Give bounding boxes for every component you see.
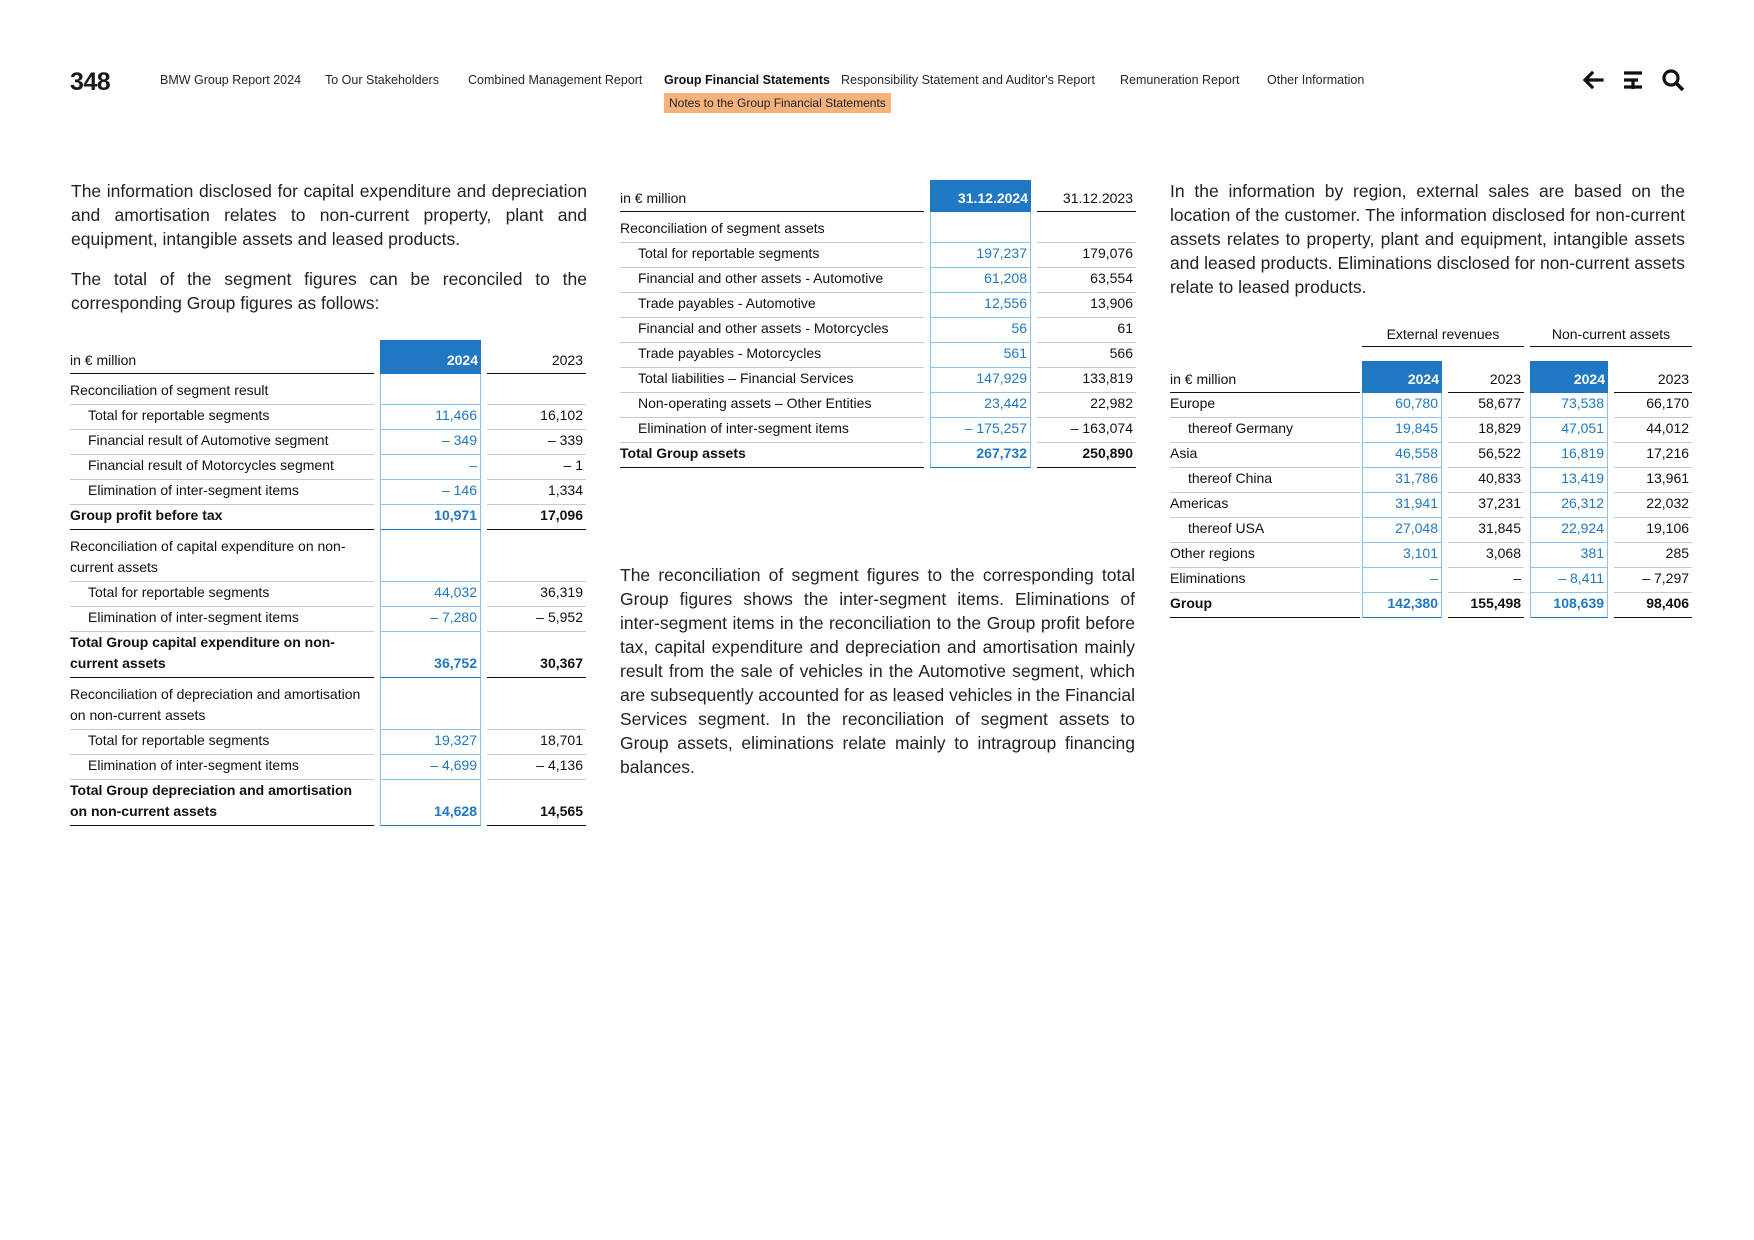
row-label: Elimination of inter-segment items	[70, 607, 374, 632]
table-row	[70, 607, 586, 632]
value-ext-prev: –	[1448, 568, 1524, 593]
value-ext-prev: 3,068	[1448, 543, 1524, 568]
value-ext-cur: –	[1362, 568, 1442, 593]
row-label: Total for reportable segments	[620, 243, 924, 268]
col-header-31-12-2023: 31.12.2023	[1037, 180, 1136, 212]
value-ext-cur: 46,558	[1362, 443, 1442, 468]
value-nca-prev: 285	[1614, 543, 1692, 568]
value-prior	[487, 678, 586, 730]
col-header-31-12-2024: 31.12.2024	[930, 180, 1031, 212]
table-row	[70, 430, 586, 455]
value-nca-prev: 66,170	[1614, 393, 1692, 418]
table-row	[1170, 568, 1692, 593]
value-nca-cur: 26,312	[1530, 493, 1608, 518]
value-ext-cur: 31,786	[1362, 468, 1442, 493]
row-label: Financial result of Automotive segment	[70, 430, 374, 455]
value-nca-cur: 13,419	[1530, 468, 1608, 493]
value-current: 36,752	[380, 632, 481, 678]
row-label: Total Group assets	[620, 443, 924, 468]
value-current: – 175,257	[930, 418, 1031, 443]
table-row	[620, 318, 1136, 343]
region-label: Europe	[1170, 393, 1360, 418]
intro-paragraph-1: The information disclosed for capital expenditure and depreciation and amortisation relates to non-current property, plant and equipment, intangible assets and leased products.	[71, 181, 587, 249]
row-label: Total Group capital expenditure on non-current assets	[70, 632, 374, 678]
value-current: 147,929	[930, 368, 1031, 393]
value-ext-cur: 3,101	[1362, 543, 1442, 568]
value-ext-prev: 58,677	[1448, 393, 1524, 418]
value-nca-prev: 17,216	[1614, 443, 1692, 468]
table-row	[70, 405, 586, 430]
row-label: Trade payables - Automotive	[620, 293, 924, 318]
reconciliation-paragraph: The reconciliation of segment figures to the corresponding total Group figures shows the inter-segment items. Eliminations of inter-segment items in the reconciliation to the Group profit before tax, capital expenditure and depreciation and amortisation mainly result from the sale of vehicles in the Automotive segment, which are subsequently accounted for as leased vehicles in the Financial Services segment. In the reconciliation of segment assets to Group assets, eliminations relate mainly to intragroup financing balances.	[620, 565, 1135, 777]
value-prior: – 5,952	[487, 607, 586, 632]
value-ext-prev: 40,833	[1448, 468, 1524, 493]
value-prior: 36,319	[487, 582, 586, 607]
col-header-2024: 2024	[380, 340, 481, 374]
value-prior: 179,076	[1037, 243, 1136, 268]
table-row	[1170, 518, 1692, 543]
table-row	[620, 293, 1136, 318]
value-nca-cur: 108,639	[1530, 593, 1608, 618]
value-prior: – 4,136	[487, 755, 586, 780]
value-current: 56	[930, 318, 1031, 343]
value-ext-cur: 142,380	[1362, 593, 1442, 618]
table-row	[1170, 543, 1692, 568]
search-icon[interactable]	[1660, 67, 1686, 93]
col-header-ext-2023: 2023	[1448, 361, 1524, 393]
middle-explanatory-text	[620, 563, 1135, 795]
subnav-notes[interactable]: Notes to the Group Financial Statements	[664, 93, 891, 113]
value-nca-prev: 19,106	[1614, 518, 1692, 543]
group-header-external-revenues: External revenues	[1362, 326, 1524, 347]
value-current: 23,442	[930, 393, 1031, 418]
value-ext-prev: 18,829	[1448, 418, 1524, 443]
table-row	[1170, 493, 1692, 518]
region-label: thereof USA	[1170, 518, 1360, 543]
row-label: Total liabilities – Financial Services	[620, 368, 924, 393]
table-row	[70, 730, 586, 755]
section-row	[620, 212, 1136, 243]
value-current: 267,732	[930, 443, 1031, 468]
row-label: Group profit before tax	[70, 505, 374, 530]
row-label: Reconciliation of capital expenditure on non-current assets	[70, 530, 374, 582]
unit-label: in € million	[1170, 361, 1360, 393]
value-prior: 250,890	[1037, 443, 1136, 468]
table-row	[70, 455, 586, 480]
value-current: 44,032	[380, 582, 481, 607]
col-header-ext-2024: 2024	[1362, 361, 1442, 393]
value-prior: 13,906	[1037, 293, 1136, 318]
value-current	[380, 678, 481, 730]
value-ext-prev: 56,522	[1448, 443, 1524, 468]
table-row	[620, 343, 1136, 368]
row-label: Reconciliation of segment assets	[620, 212, 924, 243]
table-row	[620, 393, 1136, 418]
value-current: 10,971	[380, 505, 481, 530]
value-prior: 566	[1037, 343, 1136, 368]
value-nca-cur: 381	[1530, 543, 1608, 568]
row-label: Elimination of inter-segment items	[620, 418, 924, 443]
row-label: Financial and other assets - Motorcycles	[620, 318, 924, 343]
row-label: Reconciliation of depreciation and amortisation on non-current assets	[70, 678, 374, 730]
col-header-nca-2023: 2023	[1614, 361, 1692, 393]
col-header-2023: 2023	[487, 340, 586, 374]
value-prior: 1,334	[487, 480, 586, 505]
table-row	[70, 755, 586, 780]
value-current: 61,208	[930, 268, 1031, 293]
region-label: Other regions	[1170, 543, 1360, 568]
value-current: – 146	[380, 480, 481, 505]
region-label: Americas	[1170, 493, 1360, 518]
table-row	[620, 268, 1136, 293]
right-intro-text	[1170, 179, 1685, 315]
value-prior: 18,701	[487, 730, 586, 755]
value-current	[380, 374, 481, 405]
row-label: Total Group depreciation and amortisation on non-current assets	[70, 780, 374, 826]
nav-item-2[interactable]: Combined Management Report	[468, 73, 643, 87]
total-row	[70, 780, 586, 826]
value-nca-prev: 22,032	[1614, 493, 1692, 518]
value-current: –	[380, 455, 481, 480]
table-row	[1170, 443, 1692, 468]
region-paragraph: In the information by region, external sales are based on the location of the customer. The information disclosed for non-current assets relates to property, plant and equipment, intangible assets and leased products. Eliminations disclosed for non-current assets relate to leased products.	[1170, 181, 1685, 297]
value-prior	[487, 374, 586, 405]
group-header-non-current-assets: Non-current assets	[1530, 326, 1692, 347]
table-row	[620, 243, 1136, 268]
value-ext-prev: 37,231	[1448, 493, 1524, 518]
segment-assets-table	[620, 180, 1136, 468]
left-intro-text	[71, 179, 587, 331]
value-nca-cur: 47,051	[1530, 418, 1608, 443]
toolbar	[1580, 67, 1700, 97]
value-prior: 61	[1037, 318, 1136, 343]
section-row	[70, 678, 586, 730]
table-row	[70, 582, 586, 607]
back-arrow-icon[interactable]	[1580, 67, 1606, 93]
row-label: Elimination of inter-segment items	[70, 480, 374, 505]
row-label: Non-operating assets – Other Entities	[620, 393, 924, 418]
menu-icon[interactable]	[1620, 67, 1646, 93]
value-nca-cur: 73,538	[1530, 393, 1608, 418]
value-current: 11,466	[380, 405, 481, 430]
value-current	[380, 530, 481, 582]
nav-item-1[interactable]: To Our Stakeholders	[325, 73, 439, 87]
value-prior: 133,819	[1037, 368, 1136, 393]
value-prior: 63,554	[1037, 268, 1136, 293]
table-row	[1170, 468, 1692, 493]
value-prior: 14,565	[487, 780, 586, 826]
value-current: 14,628	[380, 780, 481, 826]
value-ext-cur: 31,941	[1362, 493, 1442, 518]
table-row	[620, 418, 1136, 443]
row-label: Total for reportable segments	[70, 582, 374, 607]
section-row	[70, 374, 586, 405]
total-row	[70, 632, 586, 678]
value-prior	[1037, 212, 1136, 243]
value-nca-cur: 16,819	[1530, 443, 1608, 468]
value-current: 561	[930, 343, 1031, 368]
nav-item-0[interactable]: BMW Group Report 2024	[160, 73, 302, 87]
value-prior: 30,367	[487, 632, 586, 678]
segment-reconciliation-table	[70, 340, 586, 826]
table-row	[620, 368, 1136, 393]
value-current: – 4,699	[380, 755, 481, 780]
value-current: – 349	[380, 430, 481, 455]
total-row	[70, 505, 586, 530]
value-nca-cur: 22,924	[1530, 518, 1608, 543]
value-nca-prev: 98,406	[1614, 593, 1692, 618]
value-ext-cur: 60,780	[1362, 393, 1442, 418]
region-label: Group	[1170, 593, 1360, 618]
nav-item-5[interactable]: Remuneration Report	[1120, 73, 1240, 87]
value-prior	[487, 530, 586, 582]
value-prior: – 1	[487, 455, 586, 480]
nav-item-4[interactable]: Responsibility Statement and Auditor's Report	[841, 73, 1095, 87]
value-current: – 7,280	[380, 607, 481, 632]
region-table	[1170, 326, 1692, 618]
value-ext-prev: 155,498	[1448, 593, 1524, 618]
row-label: Reconciliation of segment result	[70, 374, 374, 405]
row-label: Trade payables - Motorcycles	[620, 343, 924, 368]
value-nca-prev: – 7,297	[1614, 568, 1692, 593]
section-row	[70, 530, 586, 582]
unit-label: in € million	[620, 180, 924, 212]
region-label: thereof Germany	[1170, 418, 1360, 443]
value-ext-cur: 19,845	[1362, 418, 1442, 443]
value-current: 197,237	[930, 243, 1031, 268]
value-nca-prev: 44,012	[1614, 418, 1692, 443]
region-label: Asia	[1170, 443, 1360, 468]
table-row	[70, 480, 586, 505]
table-row	[1170, 393, 1692, 418]
col-header-nca-2024: 2024	[1530, 361, 1608, 393]
value-ext-prev: 31,845	[1448, 518, 1524, 543]
row-label: Financial and other assets - Automotive	[620, 268, 924, 293]
intro-paragraph-2: The total of the segment figures can be reconciled to the corresponding Group figures as follows:	[71, 269, 587, 313]
region-label: thereof China	[1170, 468, 1360, 493]
value-prior: 17,096	[487, 505, 586, 530]
nav-item-6[interactable]: Other Information	[1267, 73, 1365, 87]
row-label: Elimination of inter-segment items	[70, 755, 374, 780]
value-prior: 22,982	[1037, 393, 1136, 418]
unit-label: in € million	[70, 340, 374, 374]
value-prior: – 339	[487, 430, 586, 455]
value-ext-cur: 27,048	[1362, 518, 1442, 543]
value-current	[930, 212, 1031, 243]
total-row	[1170, 593, 1692, 618]
row-label: Total for reportable segments	[70, 730, 374, 755]
region-label: Eliminations	[1170, 568, 1360, 593]
value-nca-cur: – 8,411	[1530, 568, 1608, 593]
table-row	[1170, 418, 1692, 443]
value-prior: 16,102	[487, 405, 586, 430]
value-nca-prev: 13,961	[1614, 468, 1692, 493]
row-label: Financial result of Motorcycles segment	[70, 455, 374, 480]
page-number: 348	[70, 68, 111, 96]
value-current: 19,327	[380, 730, 481, 755]
total-row	[620, 443, 1136, 468]
value-prior: – 163,074	[1037, 418, 1136, 443]
row-label: Total for reportable segments	[70, 405, 374, 430]
nav-item-3[interactable]: Group Financial Statements	[664, 73, 831, 87]
value-current: 12,556	[930, 293, 1031, 318]
